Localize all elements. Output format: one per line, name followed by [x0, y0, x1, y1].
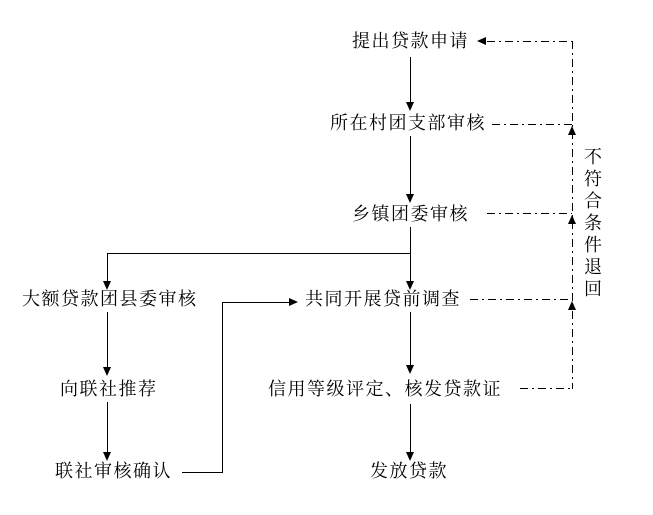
- connector-credit-to-issue: [410, 404, 411, 453]
- connector-union-elbow-top: [222, 302, 289, 303]
- arrow-up-icon: [568, 301, 576, 310]
- arrow-left-icon: [477, 37, 486, 45]
- feedback-joint-horizontal: [470, 299, 572, 300]
- connector-branch-horizontal: [107, 253, 411, 254]
- feedback-township-horizontal: [487, 213, 572, 214]
- arrow-down-icon: [103, 281, 111, 290]
- feedback-top-horizontal: [487, 41, 573, 42]
- node-credit-rating-certificate: 信用等级评定、核发贷款证: [268, 379, 502, 400]
- node-submit-application: 提出贷款申请: [352, 31, 469, 52]
- connector-recommend-to-union: [107, 402, 108, 453]
- arrow-down-icon: [103, 452, 111, 461]
- node-village-branch-review: 所在村团支部审核: [330, 113, 486, 134]
- arrow-down-icon: [103, 367, 111, 376]
- node-recommend-to-union: 向联社推荐: [60, 379, 158, 400]
- arrow-down-icon: [406, 452, 414, 461]
- connector-township-to-joint: [410, 227, 411, 282]
- node-issue-loan: 发放贷款: [370, 461, 448, 482]
- node-large-loan-county-review: 大额贷款团县委审核: [22, 289, 198, 310]
- arrow-up-icon: [568, 126, 576, 135]
- connector-union-elbow-vertical: [222, 302, 223, 473]
- arrow-down-icon: [406, 281, 414, 290]
- arrow-down-icon: [406, 365, 414, 374]
- node-township-committee-review: 乡镇团委审核: [352, 204, 469, 225]
- connector-union-elbow-bottom: [182, 472, 223, 473]
- arrow-up-icon: [568, 215, 576, 224]
- connector-branch-to-county: [107, 253, 108, 282]
- connector-village-to-township: [410, 136, 411, 195]
- connector-county-to-recommend: [107, 312, 108, 368]
- node-union-review-confirm: 联社审核确认: [55, 461, 172, 482]
- feedback-village-horizontal: [492, 124, 572, 125]
- label-return-if-unqualified: 不符合条件退回: [581, 147, 602, 301]
- node-joint-preloan-investigation: 共同开展贷前调查: [305, 289, 461, 310]
- feedback-credit-horizontal: [520, 388, 573, 389]
- arrow-right-icon: [289, 298, 298, 306]
- arrow-down-icon: [406, 102, 414, 111]
- connector-joint-to-credit: [410, 312, 411, 366]
- connector-submit-to-village: [410, 57, 411, 103]
- arrow-down-icon: [406, 194, 414, 203]
